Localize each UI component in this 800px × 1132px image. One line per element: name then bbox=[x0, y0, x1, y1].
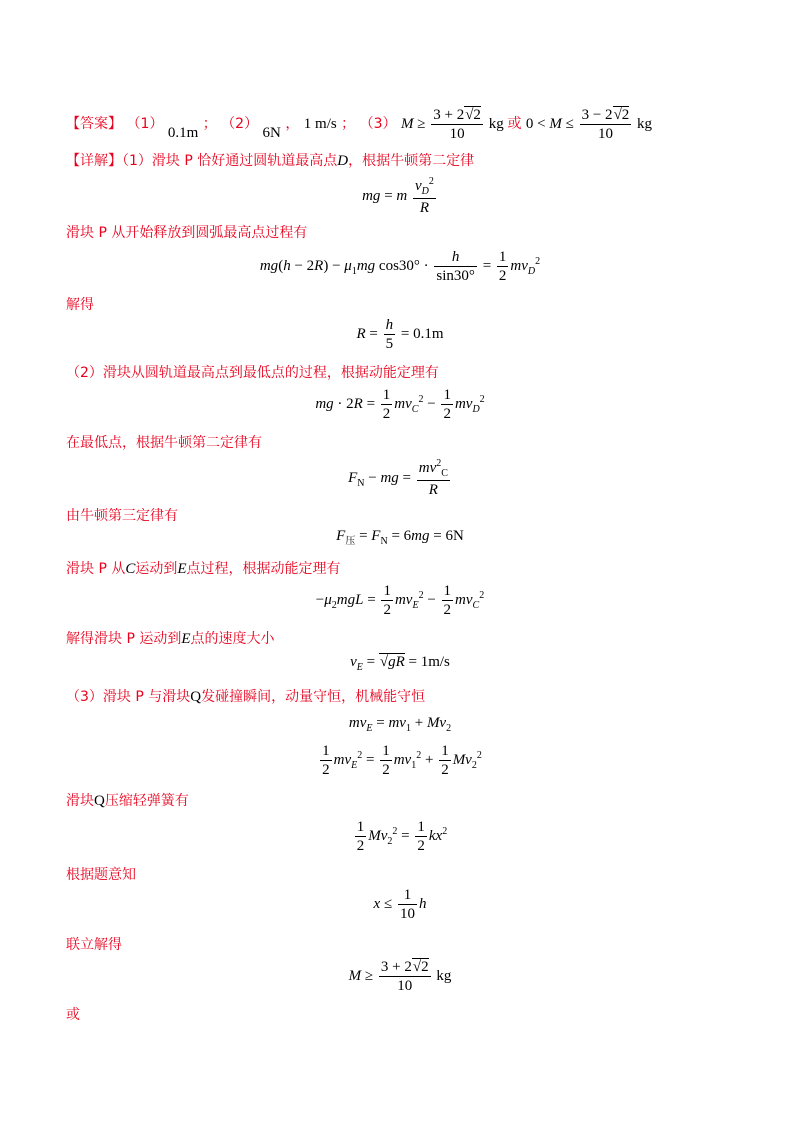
detail-s1: 【详解】（1）滑块 P 恰好通过圆轨道最高点D，根据牛顿第二定律 bbox=[66, 153, 475, 169]
equation-newton-top: mg = m $\frac{v_D^2}{R}$ bbox=[362, 176, 434, 216]
equation-mech-energy: $\frac{1}{2}$ $mv_E^2$ = $\frac{1}{2}$ $mv_1^2$ + $\frac{1}{2}$ $Mv_2^2$ bbox=[322, 743, 482, 778]
answer-value-3b: 0 < M ≤ $\frac{3 - 2√2}{10}$ kg bbox=[525, 107, 653, 142]
text-release: 滑块 P 从开始释放到圆弧最高点过程有 bbox=[66, 225, 308, 241]
answer-value-3: M ≥ $\frac{3 + 2√2}{10}$ kg bbox=[401, 107, 504, 142]
equation-release: $mg(h - 2R) - \mu_1mg$ cos30° · $\frac{h}{\sin 30^\circ}$ = $\frac{1}{2}$ $mv_D^2$ bbox=[259, 249, 541, 284]
text-or: 或 bbox=[66, 1007, 80, 1023]
text-solve-1: 解得 bbox=[66, 297, 94, 313]
text-speed: 解得滑块 P 运动到E点的速度大小 bbox=[66, 631, 275, 647]
equation-spring: $\frac{1}{2}$ $Mv_2^2$ = $\frac{1}{2}$ $kx^2$ bbox=[356, 819, 448, 854]
answer-value-2a: 6N bbox=[262, 124, 281, 141]
answer-value-2b: 1 m/s bbox=[303, 115, 337, 132]
detail-s2: （2）滑块从圆轨道最高点到最低点的过程，根据动能定理有 bbox=[66, 365, 439, 381]
equation-newton-bottom: $F_N$ − mg = $\frac{mv^2_C}{R}$ bbox=[348, 458, 448, 498]
equation-radius: R = $\frac{h}{5}$ = 0.1m bbox=[356, 317, 444, 352]
answer-line: 【答案】 （1） 0.1m ； （2） 6N ， 1 m/s ； （3） M ≥ $\frac{3 + 2√2}{10}$ kg 或 0 < M ≤ $\frac{3 - 2√2}{10}$ kg bbox=[66, 107, 653, 142]
equation-mass-bound: M ≥ $\frac{3 + 2√2}{10}$ kg bbox=[348, 959, 452, 994]
detail-label: 【详解】 bbox=[66, 153, 122, 169]
text-joint: 联立解得 bbox=[66, 937, 122, 953]
text-meaning: 根据题意知 bbox=[66, 867, 136, 883]
text-spring: 滑块Q压缩轻弹簧有 bbox=[66, 793, 189, 809]
answer-or: 或 bbox=[507, 115, 522, 132]
answer-value-1: 0.1m bbox=[167, 124, 199, 141]
answer-label: 【答案】 bbox=[66, 115, 122, 132]
equation-compression: x ≤ $\frac{1}{10}$ h bbox=[373, 887, 427, 922]
text-lowest: 在最低点，根据牛顿第二定律有 bbox=[66, 435, 262, 451]
equation-speed: $v_E = √gR = 1m/s$ bbox=[350, 654, 450, 673]
equation-third-law: $F_压 = F_N = 6mg = 6N$ bbox=[336, 528, 464, 547]
equation-energy-c-e: $-\mu_2mgL$ = $\frac{1}{2}$ $mv_E^2$ − $\frac{1}{2}$ $mv_C^2$ bbox=[315, 583, 485, 618]
equation-momentum: $mv_E = mv_1 + Mv_2$ bbox=[348, 715, 452, 734]
text-third: 由牛顿第三定律有 bbox=[66, 508, 178, 524]
equation-energy-d-c: mg · 2R = $\frac{1}{2}$ $mv_C^2$ − $\frac{1}{2}$ $mv_D^2$ bbox=[315, 387, 485, 422]
text-c-to-e: 滑块 P 从C运动到E点过程，根据动能定理有 bbox=[66, 561, 341, 577]
detail-s3: （3）滑块 P 与滑块Q发碰撞瞬间，动量守恒，机械能守恒 bbox=[66, 689, 426, 705]
